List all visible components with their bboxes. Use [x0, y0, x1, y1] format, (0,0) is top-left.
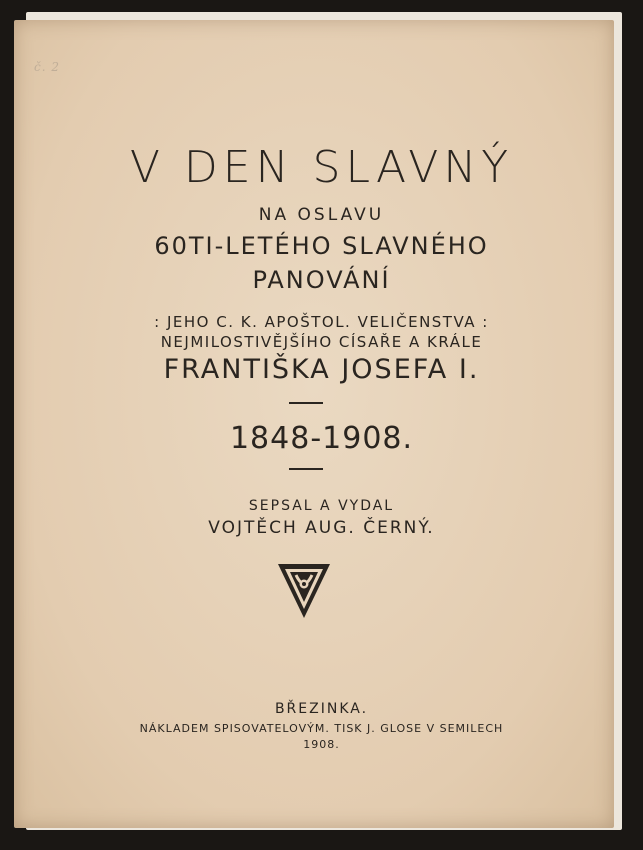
book-title: V DEN SLAVNÝ [129, 142, 514, 193]
subtitle-line-2: 60TI-LETÉHO SLAVNÉHO [154, 232, 489, 260]
publisher-emblem-icon [276, 562, 332, 620]
monarch-name: FRANTIŠKA JOSEFA I. [163, 354, 480, 385]
pencil-note: č. 2 [34, 60, 60, 74]
years-range: 1848-1908. [229, 421, 414, 456]
publisher-line: NÁKLADEM SPISOVATELOVÝM. TISK J. GLOSE V SEMILECH [139, 722, 504, 735]
author-label: SEPSAL A VYDAL [248, 498, 395, 514]
divider-rule-top [289, 402, 323, 404]
author-name: VOJTĚCH AUG. ČERNÝ. [208, 518, 435, 538]
subtitle-line-1: NA OSLAVU [258, 205, 385, 225]
subtitle-line-3: PANOVÁNÍ [252, 266, 391, 294]
dedication-line-1: : JEHO C. K. APOŠTOL. VELIČENSTVA : [154, 313, 489, 331]
divider-rule-bottom [289, 468, 323, 470]
dedication-line-2: NEJMILOSTIVĚJŠÍHO CÍSAŘE A KRÁLE [160, 333, 483, 351]
publication-year: 1908. [303, 738, 340, 751]
publication-place: BŘEZINKA. [274, 701, 369, 717]
